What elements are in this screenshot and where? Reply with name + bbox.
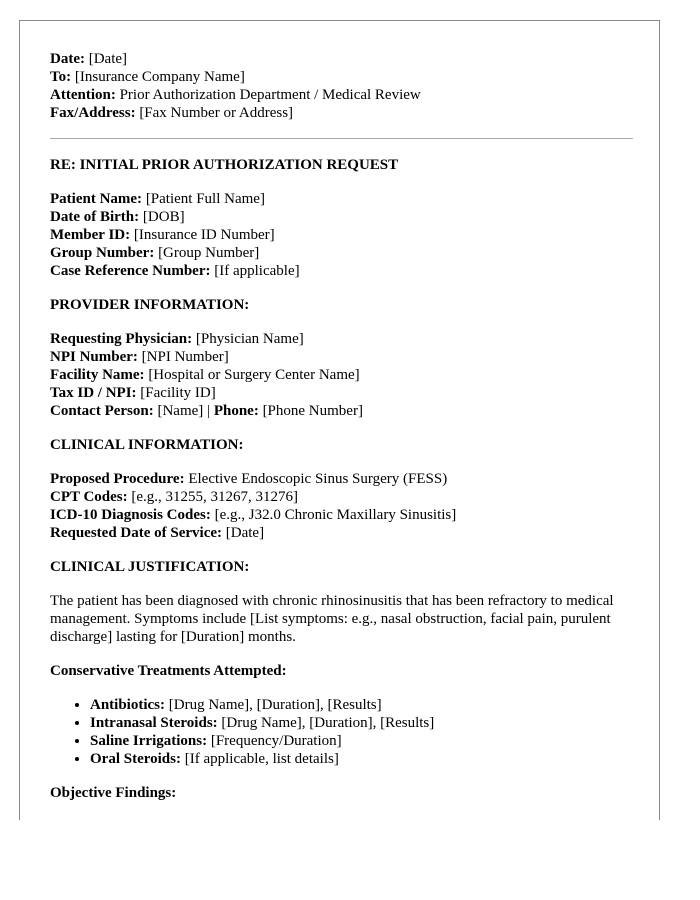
contact-label: Contact Person: xyxy=(50,403,154,419)
case-ref-label: Case Reference Number: xyxy=(50,263,211,279)
dob-line xyxy=(50,208,630,226)
treatment-value: [If applicable, list details] xyxy=(184,751,339,767)
fax-value: [Fax Number or Address] xyxy=(139,105,294,121)
icd-value: [e.g., J32.0 Chronic Maxillary Sinusitis] xyxy=(214,507,457,523)
member-id-label: Member ID: xyxy=(50,227,131,243)
group-number-label: Group Number: xyxy=(50,245,155,261)
header-divider xyxy=(50,138,633,139)
attention-line xyxy=(50,86,630,104)
treatment-item-oral-steroids xyxy=(90,750,630,768)
service-date-value: [Date] xyxy=(225,525,265,541)
service-date-label: Requested Date of Service: xyxy=(50,525,223,541)
physician-line xyxy=(50,330,630,348)
member-id-line xyxy=(50,226,630,244)
fax-label: Fax/Address: xyxy=(50,105,136,121)
facility-value: [Hospital or Surgery Center Name] xyxy=(148,367,360,383)
treatment-label: Saline Irrigations: xyxy=(90,733,208,749)
clinical-heading: CLINICAL INFORMATION: xyxy=(50,437,244,453)
provider-info xyxy=(50,330,630,420)
subject-line: RE: INITIAL PRIOR AUTHORIZATION REQUEST xyxy=(50,157,399,173)
case-ref-line xyxy=(50,262,630,280)
patient-name-value: [Patient Full Name] xyxy=(145,191,265,207)
service-date-line xyxy=(50,524,630,542)
icd-line xyxy=(50,506,630,524)
patient-name-line xyxy=(50,190,630,208)
npi-value: [NPI Number] xyxy=(141,349,229,365)
dob-value: [DOB] xyxy=(142,209,185,225)
treatments-heading: Conservative Treatments Attempted: xyxy=(50,663,287,679)
to-label: To: xyxy=(50,69,72,85)
cpt-line xyxy=(50,488,630,506)
case-ref-value: [If applicable] xyxy=(214,263,300,279)
clinical-info xyxy=(50,470,630,542)
phone-value: [Phone Number] xyxy=(262,403,363,419)
date-value: [Date] xyxy=(88,51,128,67)
letter-header xyxy=(50,50,630,122)
physician-value: [Physician Name] xyxy=(195,331,304,347)
treatment-item-steroids xyxy=(90,714,630,732)
member-id-value: [Insurance ID Number] xyxy=(133,227,275,243)
letter-page xyxy=(19,20,660,820)
date-line xyxy=(50,50,630,68)
physician-label: Requesting Physician: xyxy=(50,331,193,347)
letter-content xyxy=(50,50,630,818)
tax-id-line xyxy=(50,384,630,402)
icd-label: ICD-10 Diagnosis Codes: xyxy=(50,507,211,523)
attention-label: Attention: xyxy=(50,87,116,103)
tax-id-label: Tax ID / NPI: xyxy=(50,385,137,401)
procedure-label: Proposed Procedure: xyxy=(50,471,185,487)
cpt-label: CPT Codes: xyxy=(50,489,128,505)
treatment-item-saline xyxy=(90,732,630,750)
group-number-line xyxy=(50,244,630,262)
attention-value: Prior Authorization Department / Medical Review xyxy=(119,87,421,103)
treatments-list xyxy=(50,696,630,768)
procedure-line xyxy=(50,470,630,488)
justification-paragraph: The patient has been diagnosed with chronic rhinosinusitis that has been refractory to medical management. Symptoms include [List symptoms: e.g., nasal obstruction, facial pain, purulent discharge] lasting for [Duration] months. xyxy=(50,593,614,645)
treatment-label: Antibiotics: xyxy=(90,697,165,713)
treatment-label: Intranasal Steroids: xyxy=(90,715,218,731)
npi-line xyxy=(50,348,630,366)
facility-line xyxy=(50,366,630,384)
dob-label: Date of Birth: xyxy=(50,209,140,225)
cpt-value: [e.g., 31255, 31267, 31276] xyxy=(131,489,299,505)
treatment-label: Oral Steroids: xyxy=(90,751,181,767)
treatment-item-antibiotics xyxy=(90,696,630,714)
npi-label: NPI Number: xyxy=(50,349,138,365)
facility-label: Facility Name: xyxy=(50,367,145,383)
fax-line xyxy=(50,104,630,122)
to-line xyxy=(50,68,630,86)
justification-heading: CLINICAL JUSTIFICATION: xyxy=(50,559,250,575)
treatment-value: [Drug Name], [Duration], [Results] xyxy=(221,715,435,731)
group-number-value: [Group Number] xyxy=(158,245,260,261)
contact-separator: | xyxy=(207,403,211,419)
to-value: [Insurance Company Name] xyxy=(74,69,245,85)
procedure-value: Elective Endoscopic Sinus Surgery (FESS) xyxy=(188,471,448,487)
date-label: Date: xyxy=(50,51,85,67)
treatment-value: [Frequency/Duration] xyxy=(210,733,342,749)
treatment-value: [Drug Name], [Duration], [Results] xyxy=(168,697,382,713)
contact-value: [Name] xyxy=(157,403,204,419)
patient-name-label: Patient Name: xyxy=(50,191,143,207)
phone-label: Phone: xyxy=(213,403,259,419)
provider-heading: PROVIDER INFORMATION: xyxy=(50,297,250,313)
objective-findings-heading: Objective Findings: xyxy=(50,785,177,801)
tax-id-value: [Facility ID] xyxy=(140,385,216,401)
contact-line xyxy=(50,402,630,420)
patient-info xyxy=(50,190,630,280)
